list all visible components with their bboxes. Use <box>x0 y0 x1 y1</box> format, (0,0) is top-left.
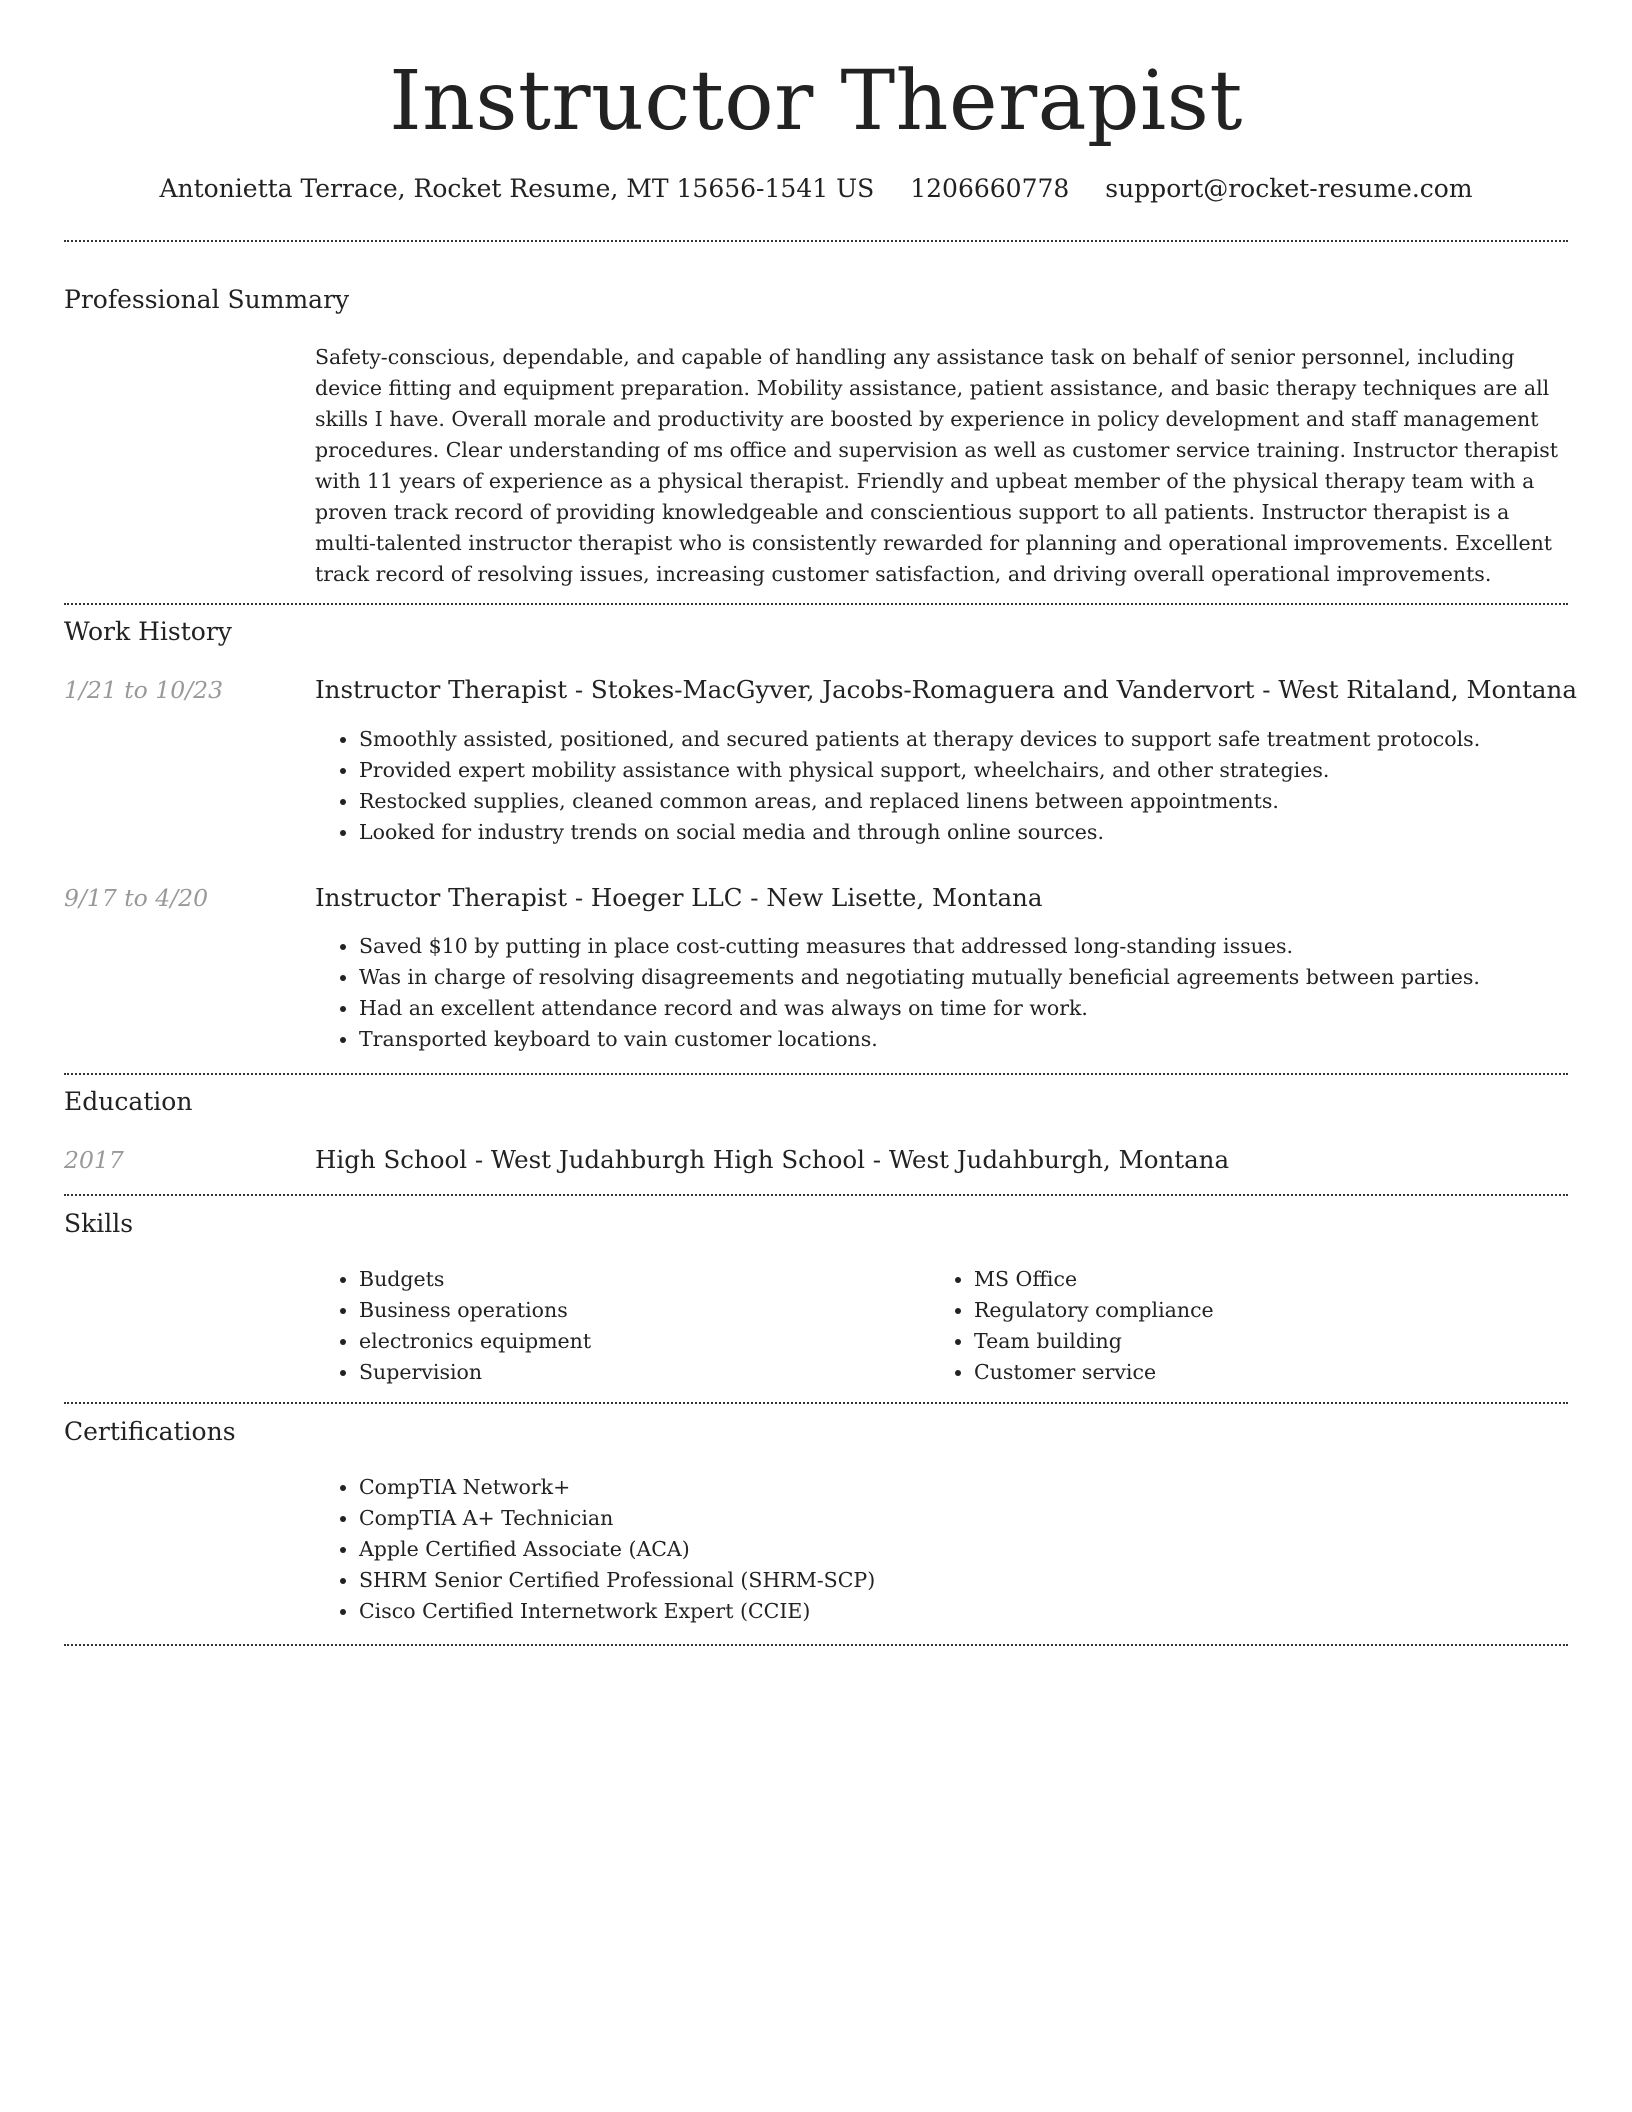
skill-item: • Customer service <box>974 1357 1214 1388</box>
skills-list-left <box>315 1264 591 1388</box>
certification-item: • Apple Certified Associate (ACA) <box>359 1534 875 1565</box>
certification-item: • SHRM Senior Certified Professional (SHRM-SCP) <box>359 1565 875 1596</box>
job-bullet: • Saved $10 by putting in place cost-cutting measures that addressed long-standing issues. <box>359 931 1480 962</box>
divider <box>64 1194 1568 1196</box>
section-title-work-history: Work History <box>64 617 232 646</box>
summary-text: Safety-conscious, dependable, and capable of handling any assistance task on behalf of senior personnel, including device fitting and equipment preparation. Mobility assistance, patient assistance, and basic therapy techniques are all skills I have. Overall morale and productivity are boosted by experience in policy development and staff management procedures. Clear understanding of ms office and supervision as well as customer service training. Instructor therapist with 11 years of experience as a physical therapist. Friendly and upbeat member of the physical therapy team with a proven track record of providing knowledgeable and conscientious support to all patients. Instructor therapist is a multi-talented instructor therapist who is consistently rewarded for planning and operational improvements. Excellent track record of resolving issues, increasing customer satisfaction, and driving overall operational improvements. <box>315 345 1559 586</box>
job-heading: Instructor Therapist - Hoeger LLC - New Lisette, Montana <box>315 883 1043 912</box>
section-title-certifications: Certifications <box>64 1417 236 1446</box>
skill-item: • Team building <box>974 1326 1214 1357</box>
skills-list-right <box>930 1264 1214 1388</box>
contact-phone: 1206660778 <box>910 174 1070 203</box>
job-bullet: • Smoothly assisted, positioned, and secured patients at therapy devices to support safe treatment protocols. <box>359 724 1480 755</box>
skill-item: • Business operations <box>359 1295 591 1326</box>
section-title-summary: Professional Summary <box>64 285 350 314</box>
job-dates: 1/21 to 10/23 <box>64 676 224 704</box>
section-title-education: Education <box>64 1087 193 1116</box>
certifications-list <box>315 1472 875 1627</box>
job-bullets <box>315 931 1480 1055</box>
education-date: 2017 <box>64 1146 124 1174</box>
resume-name: Instructor Therapist <box>389 54 1243 149</box>
divider <box>64 1402 1568 1404</box>
section-title-skills: Skills <box>64 1209 134 1238</box>
skill-item: • MS Office <box>974 1264 1214 1295</box>
job-bullet: • Provided expert mobility assistance with physical support, wheelchairs, and other strategies. <box>359 755 1480 786</box>
contact-line <box>0 172 1632 206</box>
job-heading: Instructor Therapist - Stokes-MacGyver, Jacobs-Romaguera and Vandervort - West Ritaland, Montana <box>315 675 1577 704</box>
job-bullet: • Restocked supplies, cleaned common areas, and replaced linens between appointments. <box>359 786 1480 817</box>
divider <box>64 240 1568 242</box>
certification-item: • Cisco Certified Internetwork Expert (CCIE) <box>359 1596 875 1627</box>
contact-address: Antonietta Terrace, Rocket Resume, MT 15656-1541 US <box>159 174 875 203</box>
contact-email[interactable]: support@rocket-resume.com <box>1105 174 1473 203</box>
divider <box>64 1073 1568 1075</box>
skill-item: • electronics equipment <box>359 1326 591 1357</box>
divider <box>64 1644 1568 1646</box>
job-bullet: • Had an excellent attendance record and was always on time for work. <box>359 993 1480 1024</box>
skill-item: • Regulatory compliance <box>974 1295 1214 1326</box>
job-bullet: • Transported keyboard to vain customer locations. <box>359 1024 1480 1055</box>
certification-item: • CompTIA A+ Technician <box>359 1503 875 1534</box>
job-dates: 9/17 to 4/20 <box>64 884 209 912</box>
education-heading: High School - West Judahburgh High School - West Judahburgh, Montana <box>315 1145 1230 1174</box>
job-bullet: • Was in charge of resolving disagreements and negotiating mutually beneficial agreements between parties. <box>359 962 1480 993</box>
skill-item: • Supervision <box>359 1357 591 1388</box>
divider <box>64 603 1568 605</box>
job-bullets <box>315 724 1480 848</box>
job-bullet: • Looked for industry trends on social media and through online sources. <box>359 817 1480 848</box>
skill-item: • Budgets <box>359 1264 591 1295</box>
certification-item: • CompTIA Network+ <box>359 1472 875 1503</box>
